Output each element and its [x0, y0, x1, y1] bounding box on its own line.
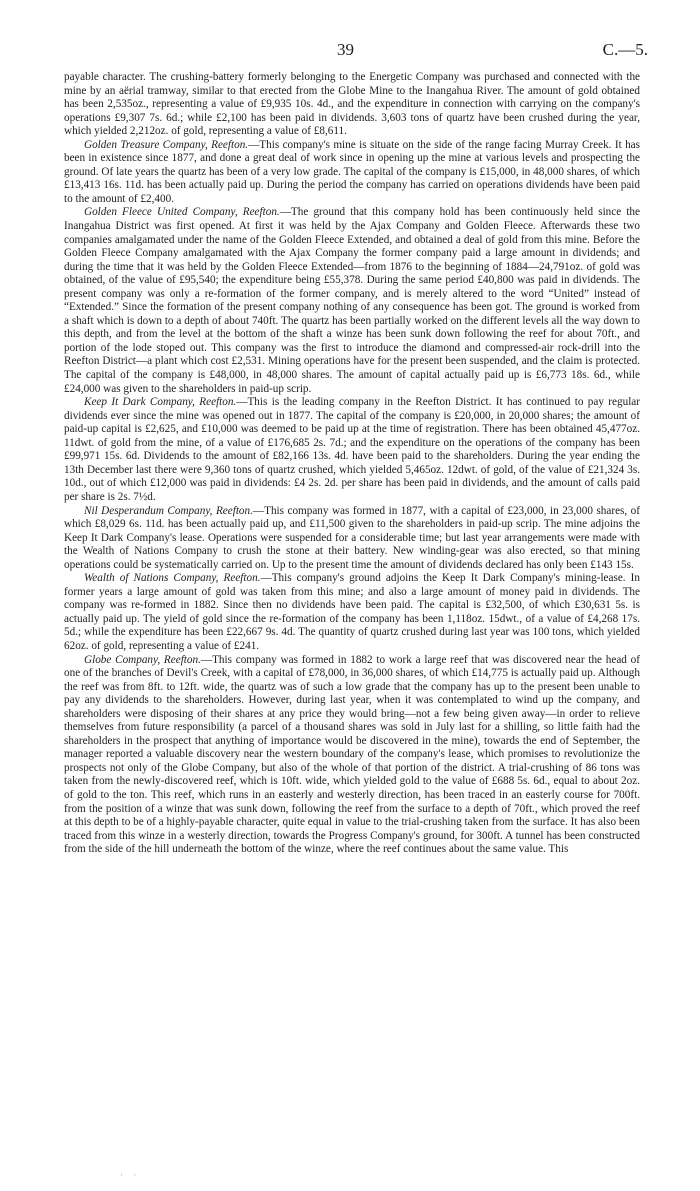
- paragraph-text: —The ground that this company hold has been continuously held since the Inangahua District was first opened. At first it was held by the Ajax Company and Golden Fleece. Afterwards these two companies amalgamated under the name of the Golden Fleece Extended, and obtained a deal of gold from this mine. Before the Golden Fleece Company amalgamated with the Ajax Company the former company paid a large amount in dividends; and during the time that it was held by the Golden Fleece Extended—from 1876 to the beginning of 1884—24,791oz. of gold was obtained, of the value of £95,540; the expenditure being £55,378. During the same period £40,800 was paid in dividends. The present company was only a re-formation of the former company, and is merely altered to the word “United” instead of “Extended.” Since the formation of the present company nothing of any consequence has been got. The ground is worked from a shaft which is down to a depth of about 740ft. The quartz has been partially worked on the different levels all the way down to this depth, and from the level at the bottom of the shaft a winze has been sunk down following the reef for about 70ft., and portion of the lode stoped out. This company was the first to introduce the diamond and compressed-air rock-drill into the Reefton District—a plant which cost £2,531. Mining operations have for the present been suspended, and the claim is protected. The capital of the company is £48,000, in 48,000 shares. The amount of capital actually paid up is £6,773 18s. 6d., while £24,000 was given to the shareholders in paid-up scrip.: [64, 206, 640, 395]
- paragraph-text: —This company was formed in 1877, with a capital of £23,000, in 23,000 shares, of which £8,029 6s. 11d. has been actually paid up, and £11,500 given to the shareholders in paid-up scrip. The mine adjoins the Keep It Dark Company's lease. Operations were suspended for a considerable time; but last year arrangements were made with the Wealth of Nations Company to crush the stone at their battery. New winding-gear was also erected, so that mining operations could be systematically carried on. Up to the present time the amount of dividends declared has only been £143 15s.: [64, 504, 640, 571]
- page-header: [0, 40, 700, 64]
- paragraph-golden-treasure: [64, 139, 640, 207]
- page-number: 39: [337, 40, 354, 59]
- paragraph-heading: Nil Desperandum Company, Reefton.: [84, 504, 253, 517]
- paragraph-energetic-continuation: [64, 71, 640, 139]
- paragraph-keep-it-dark: [64, 396, 640, 504]
- paragraph-text: —This company's mine is situate on the side of the range facing Murray Creek. It has been in existence since 1877, and done a great deal of work since in opening up the mine at various levels and prospecting the ground. Of late years the quartz has been of a very low grade. The capital of the company is £15,000, in 48,000 shares, of which £13,413 16s. 11d. has been actually paid up. During the period the company has carried on operations dividends have been paid to the amount of £2,400.: [64, 138, 640, 205]
- paragraph-heading: Keep It Dark Company, Reefton.: [84, 396, 237, 409]
- paragraph-text: payable character. The crushing-battery formerly belonging to the Energetic Company was purchased and connected with the mine by an aërial tramway, similar to that erected from the Globe Mine to the Inangahua River. The amount of gold obtained has been 2,535oz., representing a value of £9,935 10s. 4d., and the expenditure in connection with carrying on the company's operations £9,307 7s. 6d.; while £2,100 has been paid in dividends. 3,603 tons of quartz have been crushed during the year, which yielded 2,212oz. of gold, representing a value of £8,611.: [64, 71, 640, 138]
- paragraph-golden-fleece: [64, 206, 640, 396]
- paragraph-text: —This company was formed in 1882 to work a large reef that was discovered near the head of one of the branches of Devil's Creek, with a capital of £78,000, in 36,000 shares, of which £14,775 is actually paid up. Although the reef was from 8ft. to 12ft. wide, the quartz was of such a low grade that the company has up to the present been unable to pay any dividends to the shareholders. However, during last year, when it was contemplated to wind up the company, and shareholders were disposing of their shares at any price they would bring—not a few being given away—in order to relieve themselves from future responsibility (a parcel of a thousand shares was sold in July last for a shilling, so little faith had the shareholders in the prospect that anything of importance would be discovered in the mine), towards the end of September, the manager reported a valuable discovery near the western boundary of the company's lease, which promises to revolutionize the prospects not only of the Globe Company, but also of the whole of that portion of the district. A trial-crushing of 86 tons was taken from the newly-discovered reef, which is 10ft. wide, which yielded gold to the value of £688 5s. 6d., equal to about 2oz. of gold to the ton. This reef, which runs in an easterly and westerly direction, has been traced in an easterly course for 700ft. from the position of a winze that was sunk down, following the reef from the surface to a depth of 70ft., which proved the reef at this depth to be of a highly-payable character, quite equal in value to the trial-crushing taken from the surface. It has also been traced from this winze in a westerly direction, towards the Progress Company's ground, for 300ft. A tunnel has been constructed from the side of the hill underneath the bottom of the winze, where the reef continues about the same value. This: [64, 653, 640, 856]
- paragraph-nil-desperandum: [64, 505, 640, 573]
- paragraph-globe: [64, 654, 640, 857]
- paragraph-wealth-of-nations: [64, 572, 640, 653]
- body-text: [64, 71, 640, 857]
- scan-speck: · ·: [120, 1170, 141, 1180]
- report-identifier: C.—5.: [602, 40, 648, 59]
- paragraph-heading: Golden Fleece United Company, Reefton.: [84, 206, 280, 219]
- paragraph-heading: Golden Treasure Company, Reefton.: [84, 138, 249, 151]
- paragraph-heading: Globe Company, Reefton.: [84, 653, 201, 666]
- paragraph-heading: Wealth of Nations Company, Reefton.: [84, 572, 261, 585]
- paragraph-text: —This company's ground adjoins the Keep It Dark Company's mining-lease. In former years a large amount of gold was taken from this mine; and also a large amount of money paid in dividends. The company was re-formed in 1882. Since then no dividends have been paid. The capital is £32,500, of which £30,631 5s. is actually paid up. The yield of gold since the re-formation of the company has been 1,118oz. 15dwt., of a value of £4,268 17s. 5d.; while the expenditure has been £22,667 9s. 4d. The quantity of quartz crushed during last year was 100 tons, which yielded 62oz. of gold, representing a value of £241.: [64, 572, 640, 652]
- paragraph-text: —This is the leading company in the Reefton District. It has continued to pay regular dividends ever since the mine was opened out in 1877. The capital of the company is £20,000, in 20,000 shares; the amount of paid-up capital is £2,625, and £10,000 was deemed to be paid up at the time of registration. There has been obtained 45,477oz. 11dwt. of gold from the mine, of a value of £176,685 2s. 7d.; and the expenditure on the operations of the company has been £99,971 15s. 6d. Dividends to the amount of £82,166 13s. 4d. have been paid to the shareholders. During the year ending the 13th December last there were 9,360 tons of quartz crushed, which yielded 5,465oz. 12dwt. of gold, of the value of £21,324 3s. 10d., out of which £12,000 was paid in dividends: £4 2s. 2d. per share has been paid in dividends, and the amount of calls paid per share is 2s. 7½d.: [64, 396, 640, 503]
